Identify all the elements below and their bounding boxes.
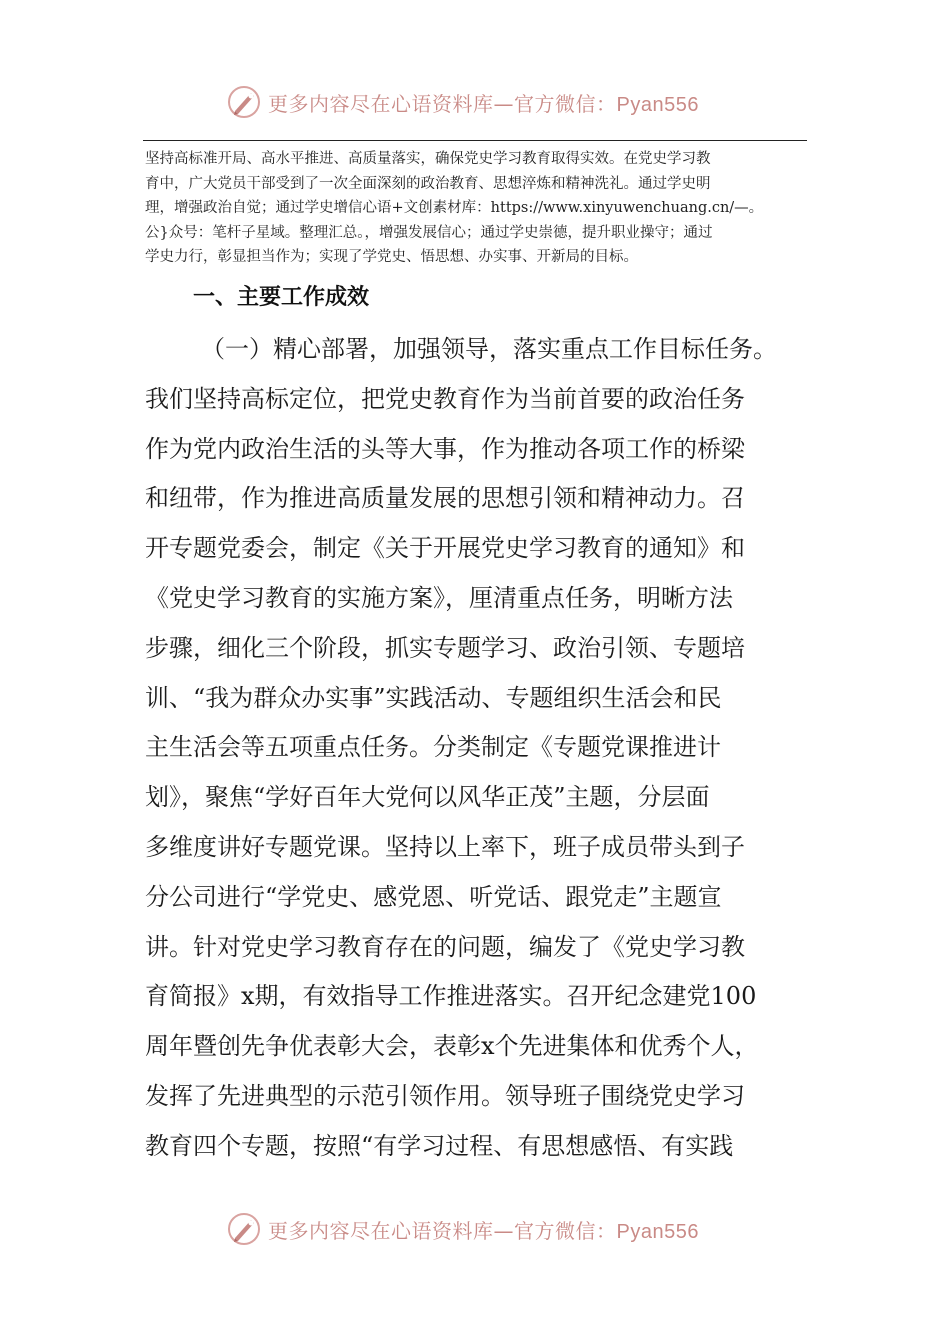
body-line: 和纽带，作为推进高质量发展的思想引领和精神动力。召: [145, 484, 745, 513]
footer-watermark: [226, 1211, 699, 1247]
pen-logo-icon: [226, 84, 262, 120]
body-line: 《党史学习教育的实施方案》，厘清重点任务，明晰方法: [145, 583, 733, 612]
body-line: 讲。针对党史学习教育存在的问题，编发了《党史学习教: [145, 932, 745, 961]
body-line: 训、“我为群众办实事”实践活动、专题组织生活会和民: [145, 683, 722, 712]
header-divider: [143, 140, 807, 141]
body-line: 我们坚持高标定位，把党史教育作为当前首要的政治任务: [145, 384, 745, 413]
body-line: 发挥了先进典型的示范引领作用。领导班子围绕党史学习: [145, 1081, 745, 1110]
watermark-label: 更多内容尽在心语资料库—官方微信：: [268, 91, 617, 116]
watermark-text: [268, 1215, 699, 1244]
body-line: 步骤，细化三个阶段，抓实专题学习、政治引领、专题培: [145, 633, 745, 662]
intro-line: 学史力行，彰显担当作为；实现了学党史、悟思想、办实事、开新局的目标。: [145, 249, 638, 266]
body-line: 主生活会等五项重点任务。分类制定《专题党课推进计: [145, 733, 721, 762]
body-line: 划》，聚焦“学好百年大党何以风华正茂”主题，分层面: [145, 783, 710, 812]
body-line: 开专题党委会，制定《关于开展党史学习教育的通知》和: [145, 534, 745, 563]
body-line: 分公司进行“学党史、感党恩、听党话、跟党走”主题宣: [145, 882, 722, 911]
section-heading: 一、主要工作成效: [193, 285, 370, 310]
body-line: 周年暨创先争优表彰大会，表彰x个先进集体和优秀个人，: [145, 1032, 759, 1061]
header-watermark: [226, 84, 699, 120]
watermark-wechat-id: Pyan556: [616, 1220, 699, 1243]
watermark-wechat-id: Pyan556: [616, 93, 699, 116]
body-line: 多维度讲好专题党课。坚持以上率下，班子成员带头到子: [145, 832, 745, 861]
intro-line: 公}众号：笔杆子星域。整理汇总。，增强发展信心；通过学史崇德，提升职业操守；通过: [145, 224, 713, 241]
body-line: 育简报》x期，有效指导工作推进落实。召开纪念建党100: [145, 982, 757, 1011]
pen-logo-icon: [226, 1211, 262, 1247]
body-paragraph: [145, 325, 815, 1172]
watermark-label: 更多内容尽在心语资料库—官方微信：: [268, 1218, 617, 1243]
intro-line: 坚持高标准开局、高水平推进、高质量落实，确保党史学习教育取得实效。在党史学习教: [145, 151, 711, 167]
intro-paragraph: [145, 147, 809, 270]
intro-line: 育中，广大党员干部受到了一次全面深刻的政治教育、思想淬炼和精神洗礼。通过学史明: [145, 175, 711, 192]
subsection-heading: （一）精心部署，加强领导，落实重点工作目标任务。: [201, 335, 777, 363]
body-line: 作为党内政治生活的头等大事，作为推动各项工作的桥梁: [145, 434, 745, 463]
watermark-text: [268, 88, 699, 117]
body-line: 教育四个专题，按照“有学习过程、有思想感悟、有实践: [145, 1131, 734, 1160]
intro-line: 理，增强政治自觉；通过学史增信心语+文创素材库：https://www.xinyuwenchuang.cn/—。: [145, 200, 764, 217]
